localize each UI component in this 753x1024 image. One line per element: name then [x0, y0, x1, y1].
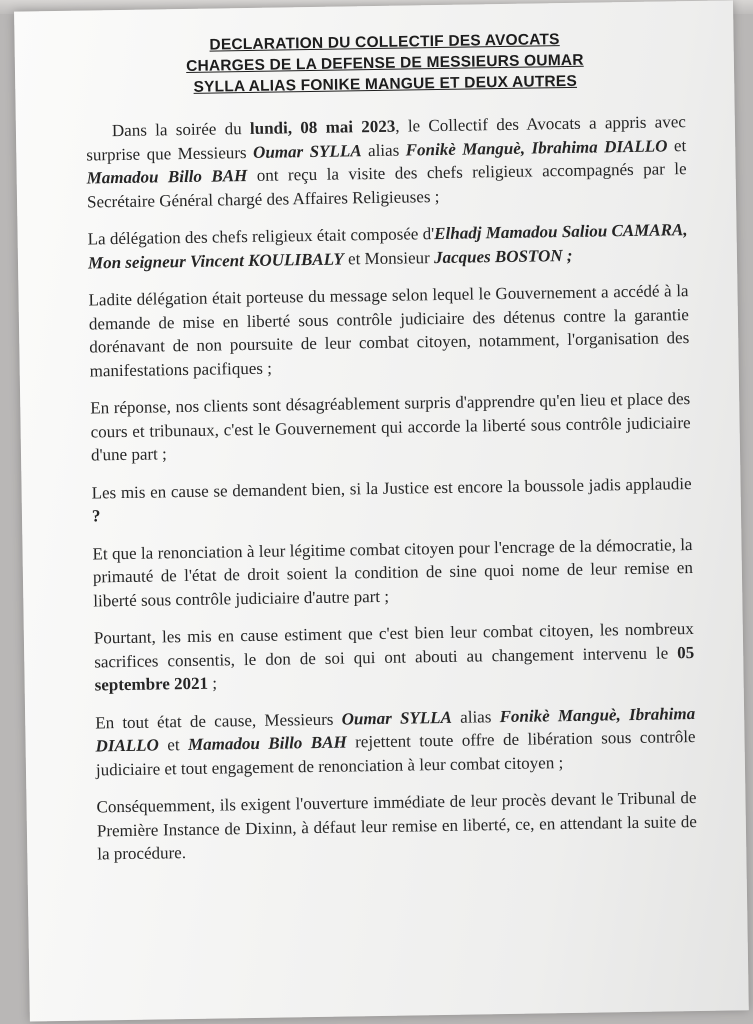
p2-text-2: et Monsieur — [343, 247, 435, 268]
p1-name-bah: Mamadou Billo BAH — [86, 166, 248, 188]
paragraph-8 — [95, 702, 696, 782]
p2-name-boston: Jacques BOSTON ; — [433, 245, 573, 267]
p8-text-3: et — [158, 735, 189, 755]
title-line-2: CHARGES DE LA DEFENSE DE MESSIEURS OUMAR — [186, 51, 584, 75]
document-title — [84, 27, 685, 99]
p1-name-sylla: Oumar SYLLA — [252, 140, 362, 162]
p1-text-4: et — [667, 135, 687, 155]
paragraph-7 — [94, 617, 695, 697]
p8-name-sylla: Oumar SYLLA — [341, 707, 453, 729]
p8-text-1: En tout état de cause, Messieurs — [95, 709, 342, 732]
p2-names: Elhadj Mamadou Saliou CAMARA, Mon seigneur Vincent KOULIBALY — [87, 220, 688, 273]
p8-name-fonike-diallo: Fonikè Manguè, Ibrahima DIALLO — [95, 703, 696, 756]
paragraph-9: Conséquemment, ils exigent l'ouverture immédiate de leur procès devant le Tribunal de Première Instance de Dixinn, à défaut leur remise en liberté, ce, en attendant la suite de la procédure. — [96, 788, 697, 864]
paragraph-2 — [87, 218, 688, 274]
p1-text-1: Dans la soirée du — [111, 118, 251, 141]
document-page — [14, 0, 749, 1021]
paragraph-6: Et que la renonciation à leur légitime combat citoyen pour l'encrage de la démocratie, la primauté de l'état de droit soient la condition de sine quoi nome de leur remise en liberté sous contrôle judiciaire d'autre part ; — [92, 534, 694, 610]
p1-text-5: ont reçu la visite des chefs religieux accompagnés par le Secrétaire Général chargé des Affaires Religieuses ; — [86, 159, 687, 212]
p8-name-bah: Mamadou Billo BAH — [187, 732, 347, 755]
p1-text-2: , le Collectif des Avocats a appris avec surprise que Messieurs — [86, 112, 686, 165]
document-body — [84, 27, 697, 880]
title-line-3: SYLLA ALIAS FONIKE MANGUE ET DEUX AUTRES — [193, 72, 578, 96]
p1-name-fonike-diallo: Fonikè Manguè, Ibrahima DIALLO — [405, 135, 668, 160]
p8-text-2: alias — [451, 706, 500, 727]
p8-text-4: rejettent toute offre de libération sous contrôle judiciaire et tout engagement de renonciation à leur combat citoyen ; — [95, 727, 696, 779]
title-line-1: DECLARATION DU COLLECTIF DES AVOCATS — [209, 31, 560, 54]
p2-text-1: La délégation des chefs religieux était composée d' — [87, 224, 435, 249]
p5-question-mark: ? — [91, 506, 101, 526]
paragraph-3: Ladite délégation était porteuse du message selon lequel le Gouvernement a accédé à la demande de mise en liberté sous contrôle judiciaire des détenus contre la garantie dorénavant de non poursuite de leur combat citoyen, notamment, l'organisation des manifestations pacifiques ; — [88, 281, 690, 381]
p1-text-3: alias — [361, 140, 406, 160]
p7-text-2: ; — [207, 673, 218, 693]
paragraph-1 — [86, 110, 687, 213]
p5-text-1: Les mis en cause se demandent bien, si la Justice est encore la boussole jadis applaudie — [91, 473, 692, 502]
p7-text-1: Pourtant, les mis en cause estiment que c'est bien leur combat citoyen, les nombreux sacrifices consentis, le don de soi qui ont abouti au changement intervenu le — [93, 619, 694, 671]
p7-date: 05 septembre 2021 — [94, 642, 695, 695]
paragraph-5 — [91, 472, 692, 528]
p1-date: lundi, 08 mai 2023 — [249, 116, 396, 138]
paragraph-4: En réponse, nos clients sont désagréablement surpris d'apprendre qu'en lieu et place des cours et tribunaux, c'est le Gouvernement qui accorde la liberté sous contrôle judiciaire d'une part ; — [90, 389, 691, 465]
